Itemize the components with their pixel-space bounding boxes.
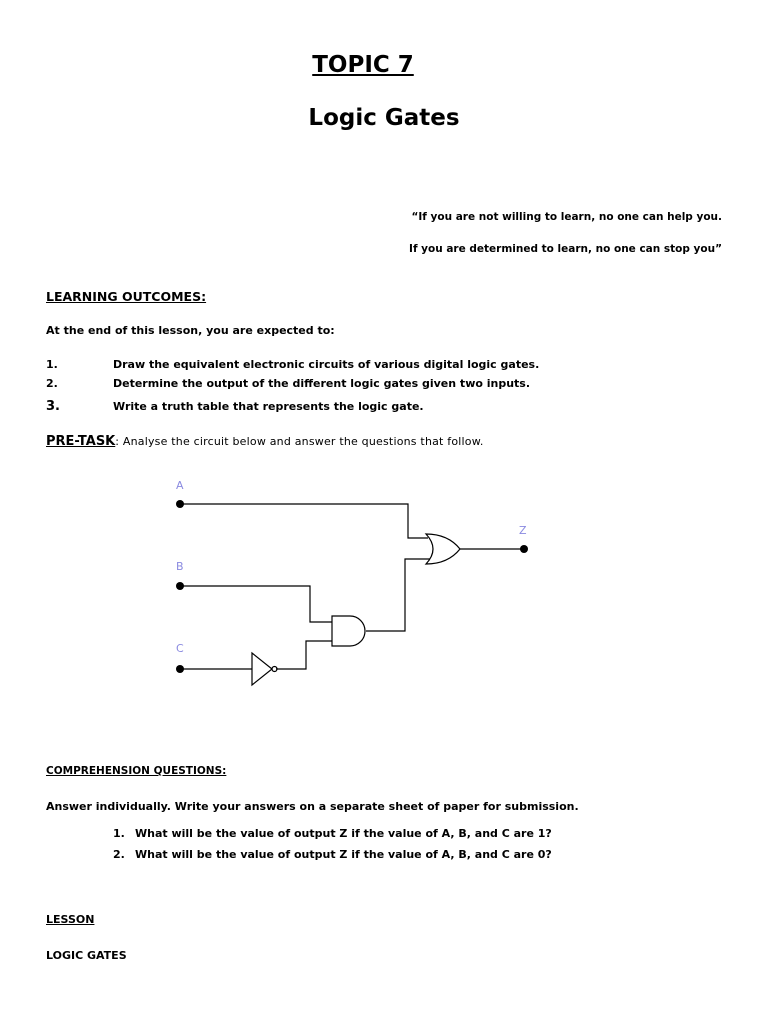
input-a-label: A — [176, 479, 184, 492]
topic-number: TOPIC 7 — [312, 52, 414, 78]
outcome-item — [46, 358, 539, 371]
wire-and-or — [366, 559, 430, 631]
outcome-text: Write a truth table that represents the logic gate. — [113, 400, 424, 413]
and-gate — [332, 616, 365, 646]
wire-a — [180, 504, 428, 538]
comprehension-heading: COMPREHENSION QUESTIONS: — [46, 765, 227, 777]
quote-line-1: “If you are not willing to learn, no one can help you. — [411, 211, 722, 223]
question-number: 2. — [113, 848, 125, 861]
pretask-text: : Analyse the circuit below and answer the questions that follow. — [115, 435, 484, 448]
outcome-text: Determine the output of the different logic gates given two inputs. — [113, 377, 531, 390]
outcome-item — [46, 399, 424, 414]
question-text: What will be the value of output Z if the value of A, B, and C are 0? — [135, 848, 552, 861]
input-c-label: C — [176, 642, 184, 655]
learning-outcomes-intro: At the end of this lesson, you are expected to: — [46, 324, 335, 337]
outcome-number: 3. — [46, 399, 60, 414]
page-title: Logic Gates — [308, 105, 460, 131]
outcome-number: 1. — [46, 358, 58, 371]
input-a-node — [176, 500, 184, 508]
question-number: 1. — [113, 827, 125, 840]
pretask-label: PRE-TASK — [46, 434, 116, 449]
quote-line-2: If you are determined to learn, no one can stop you” — [409, 243, 722, 255]
pretask-line — [46, 434, 484, 449]
or-gate — [426, 534, 460, 564]
wire-b — [180, 586, 332, 622]
learning-outcomes-heading: LEARNING OUTCOMES: — [46, 289, 207, 304]
output-z-label: Z — [519, 524, 527, 537]
question-text: What will be the value of output Z if the value of A, B, and C are 1? — [135, 827, 552, 840]
not-gate — [252, 653, 272, 685]
question-item — [113, 848, 552, 861]
lesson-subheading: LOGIC GATES — [46, 949, 127, 962]
input-b-node — [176, 582, 184, 590]
input-c-node — [176, 665, 184, 673]
comprehension-instruction: Answer individually. Write your answers on a separate sheet of paper for submission. — [46, 800, 579, 813]
lesson-heading: LESSON — [46, 913, 95, 926]
outcome-number: 2. — [46, 377, 58, 390]
outcome-item — [46, 377, 530, 390]
outcome-text: Draw the equivalent electronic circuits of various digital logic gates. — [113, 358, 540, 371]
wire-not-and — [276, 641, 332, 669]
input-b-label: B — [176, 560, 184, 573]
output-z-node — [520, 545, 528, 553]
question-item — [113, 827, 552, 840]
logic-circuit-diagram — [160, 470, 540, 700]
